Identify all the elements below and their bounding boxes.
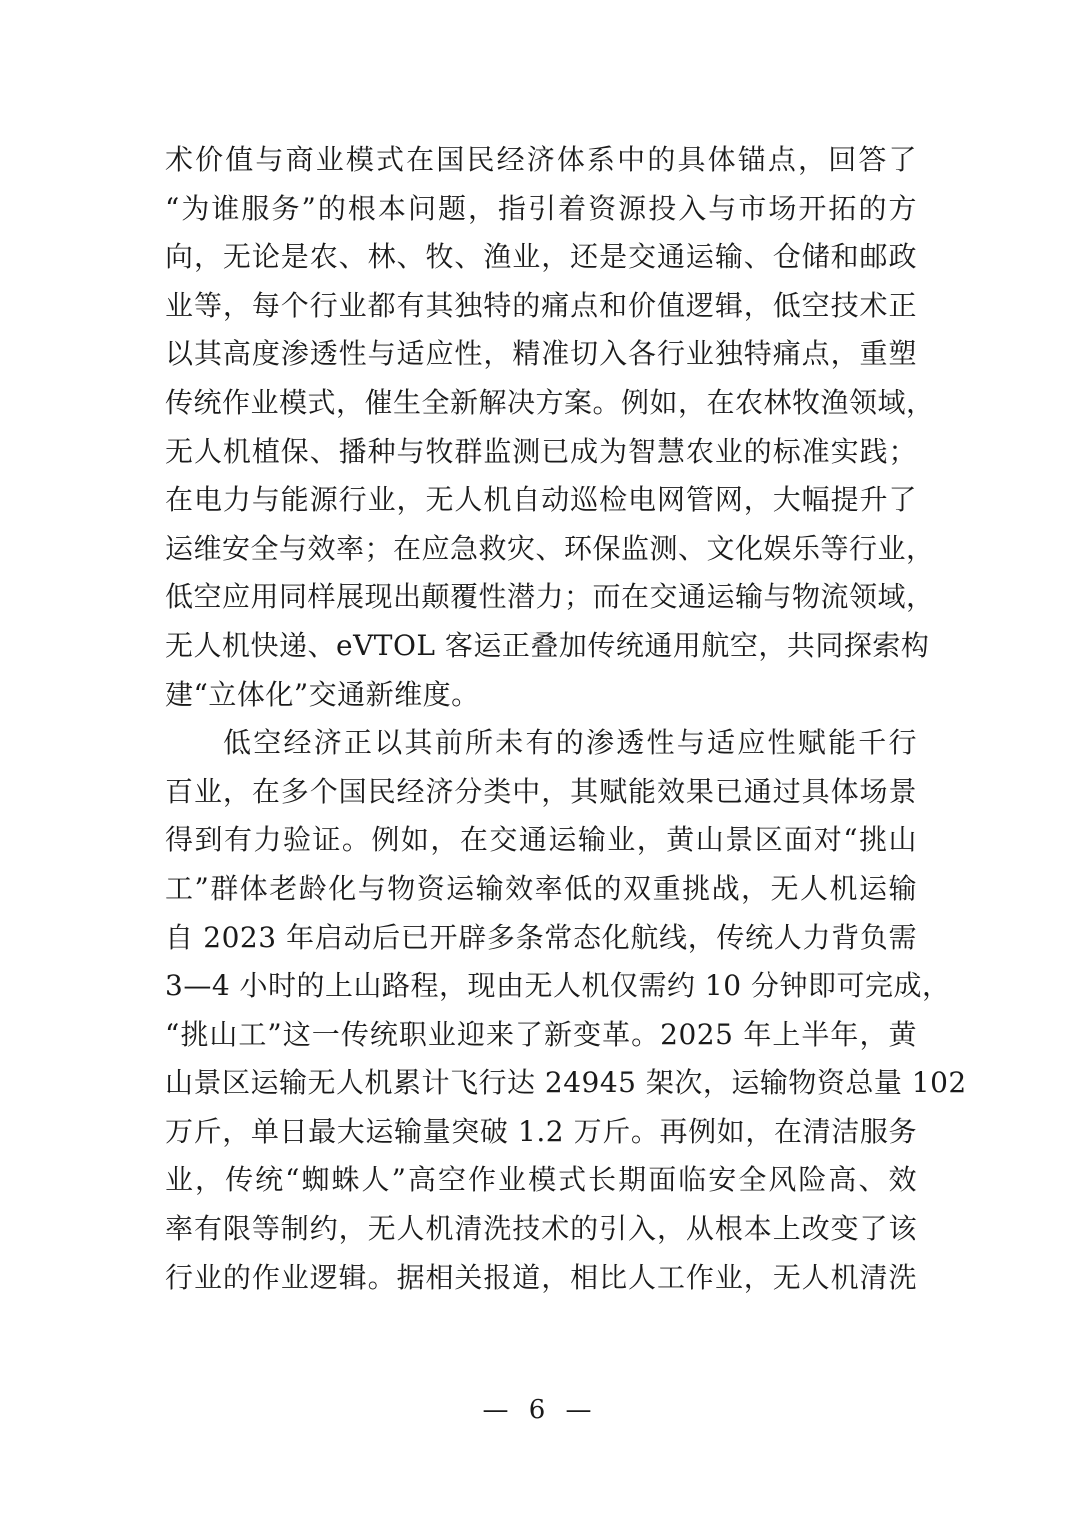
text-line: 山景区运输无人机累计飞行达 24945 架次，运输物资总量 102: [165, 1066, 967, 1100]
text-line: 在电力与能源行业，无人机自动巡检电网管网，大幅提升了: [165, 483, 917, 517]
text-line: “挑山工”这一传统职业迎来了新变革。2025 年上半年，黄: [165, 1017, 917, 1051]
text-line: 传统作业模式，催生全新解决方案。例如，在农林牧渔领域，: [165, 385, 935, 419]
body-text: [165, 136, 967, 1302]
text-line: “为谁服务”的根本问题，指引着资源投入与市场开拓的方: [165, 191, 917, 225]
paragraph-first-line: 低空经济正以其前所未有的渗透性与适应性赋能千行: [223, 726, 917, 760]
paragraph-end-line: 建“立体化”交通新维度。: [165, 677, 480, 711]
text-line: 术价值与商业模式在国民经济体系中的具体锚点，回答了: [165, 143, 917, 176]
text-line: 运维安全与效率；在应急救灾、环保监测、文化娱乐等行业，: [165, 531, 935, 565]
text-line: 行业的作业逻辑。据相关报道，相比人工作业，无人机清洗: [165, 1260, 917, 1294]
text-line: 无人机快递、eVTOL 客运正叠加传统通用航空，共同探索构: [165, 628, 930, 662]
page-number: — 6 —: [482, 1395, 598, 1425]
text-line: 得到有力验证。例如，在交通运输业，黄山景区面对“挑山: [165, 823, 917, 857]
text-line: 低空应用同样展现出颠覆性潜力；而在交通运输与物流领域，: [165, 580, 935, 614]
text-line: 向，无论是农、林、牧、渔业，还是交通运输、仓储和邮政: [165, 240, 917, 274]
text-line: 3—4 小时的上山路程，现由无人机仅需约 10 分钟即可完成，: [165, 969, 951, 1003]
text-line: 无人机植保、播种与牧群监测已成为智慧农业的标准实践；: [165, 434, 917, 468]
text-line: 以其高度渗透性与适应性，精准切入各行业独特痛点，重塑: [165, 337, 917, 371]
text-line: 万斤，单日最大运输量突破 1.2 万斤。再例如，在清洁服务: [165, 1114, 917, 1148]
text-line: 百业，在多个国民经济分类中，其赋能效果已通过具体场景: [165, 774, 917, 808]
text-line: 工”群体老龄化与物资运输效率低的双重挑战，无人机运输: [165, 871, 917, 905]
text-line: 自 2023 年启动后已开辟多条常态化航线，传统人力背负需: [165, 920, 917, 954]
text-line: 率有限等制约，无人机清洗技术的引入，从根本上改变了该: [165, 1212, 917, 1246]
text-line: 业，传统“蜘蛛人”高空作业模式长期面临安全风险高、效: [165, 1163, 917, 1197]
text-line: 业等，每个行业都有其独特的痛点和价值逻辑，低空技术正: [165, 288, 917, 322]
